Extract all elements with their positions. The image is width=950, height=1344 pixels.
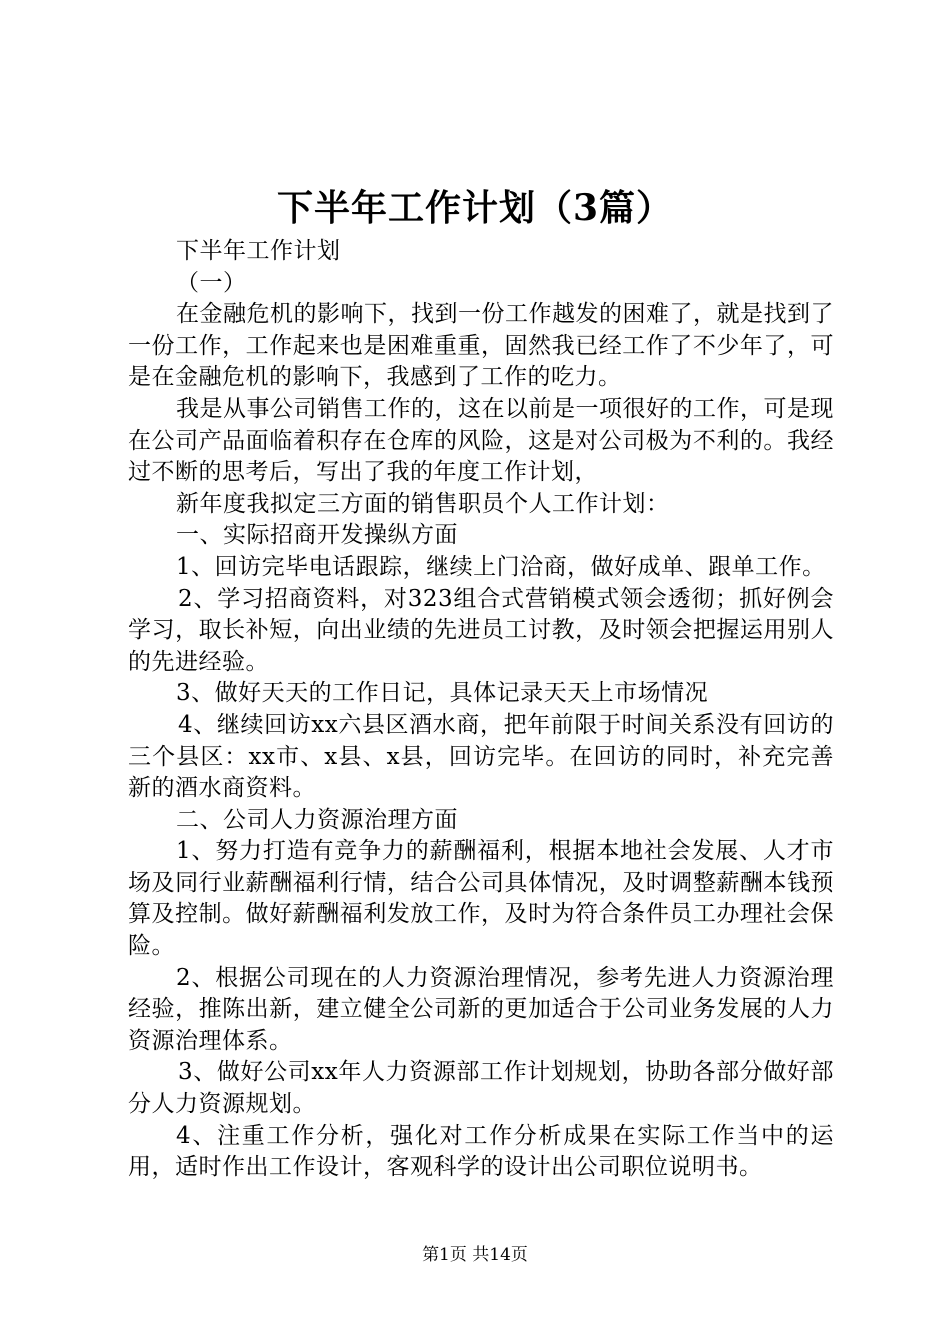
paragraph-subtitle: 下半年工作计划 <box>176 238 341 264</box>
list-item: 1、回访完毕电话跟踪，继续上门洽商，做好成单、跟单工作。 <box>176 553 826 580</box>
paragraph-plan-overview: 新年度我拟定三方面的销售职员个人工作计划： <box>176 490 670 517</box>
heading-section-one: 一、实际招商开发操纵方面 <box>176 522 458 549</box>
list-item: 4、注重工作分析，强化对工作分析成果在实际工作当中的运用，适时作出工作设计，客观科学的设计出公司职位说明书。 <box>128 1122 834 1181</box>
list-item: 3、做好天天的工作日记，具体记录天天上市场情况 <box>176 680 709 707</box>
paragraph-section-number: （一） <box>176 269 247 296</box>
list-item: 3、做好公司xx年人力资源部工作计划规划，协助各部分做好部分人力资源规划。 <box>128 1059 834 1118</box>
list-item: 4、继续回访xx六县区酒水商，把年前限于时间关系没有回访的三个县区：xx市、x县、x县，回访完毕。在回访的同时，补充完善新的酒水商资料。 <box>128 711 834 802</box>
list-item: 2、根据公司现在的人力资源治理情况，参考先进人力资源治理经验，推陈出新，建立健全公司新的更加适合于公司业务发展的人力资源治理体系。 <box>128 964 834 1054</box>
document-body <box>128 236 834 1184</box>
paragraph-intro: 在金融危机的影响下，找到一份工作越发的困难了，就是找到了一份工作，工作起来也是困难重重，固然我已经工作了不少年了，可是在金融危机的影响下，我感到了工作的吃力。 <box>128 301 834 391</box>
list-item: 2、学习招商资料，对323组合式营销模式领会透彻；抓好例会学习，取长补短，向出业绩的先进员工讨教，及时领会把握运用别人的先进经验。 <box>128 585 834 675</box>
heading-section-two: 二、公司人力资源治理方面 <box>176 806 458 833</box>
list-item: 1、努力打造有竞争力的薪酬福利，根据本地社会发展、人才市场及同行业薪酬福利行情，结合公司具体情况，及时调整薪酬本钱预算及控制。做好薪酬福利发放工作，及时为符合条件员工办理社会保险。 <box>128 838 834 960</box>
page-footer: 第1页 共14页 <box>422 1245 528 1265</box>
document-title: 下半年工作计划（3篇） <box>276 187 674 229</box>
paragraph-background: 我是从事公司销售工作的，这在以前是一项很好的工作，可是现在公司产品面临着积存在仓库的风险，这是对公司极为不利的。我经过不断的思考后，写出了我的年度工作计划， <box>128 395 834 486</box>
